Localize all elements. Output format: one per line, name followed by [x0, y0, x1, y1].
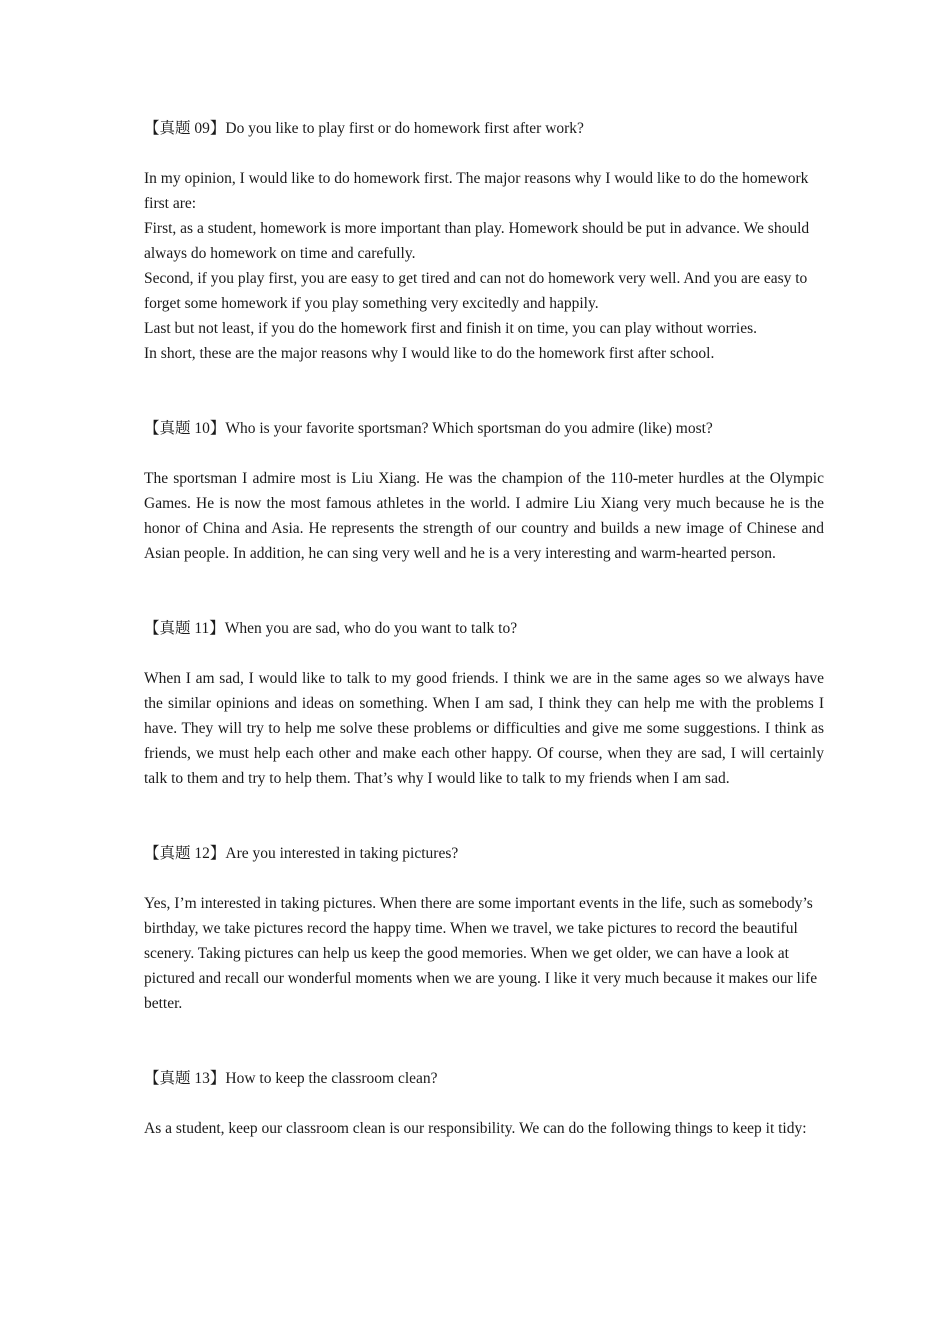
question-section-10 [144, 416, 824, 566]
answer-paragraph: When I am sad, I would like to talk to my good friends. I think we are in the same ages so we always have the similar opinions and ideas on something. When I am sad, I think they can help me with the problems I have. They will try to help me solve these problems or difficulties and give me some suggestions. I think as friends, we must help each other and make each other happy. Of course, when they are sad, I will certainly talk to them and try to help them. That’s why I would like to talk to my friends when I am sad. [144, 670, 824, 787]
question-section-12 [144, 841, 824, 1016]
question-heading: 【真题 11】When you are sad, who do you want to talk to? [144, 620, 518, 637]
answer-paragraph: Yes, I’m interested in taking pictures. When there are some important events in the life, such as somebody’s birthday, we take pictures record the happy time. When we travel, we take pictures to record the beautiful scenery. Taking pictures can help us keep the good memories. When we get older, we can have a look at pictured and recall our wonderful moments when we are young. I like it very much because it makes our life better. [144, 895, 818, 1012]
answer-paragraph: The sportsman I admire most is Liu Xiang. He was the champion of the 110-meter hurdles at the Olympic Games. He is now the most famous athletes in the world. I admire Liu Xiang very much because he is the honor of China and Asia. He represents the strength of our country and builds a new image of Chinese and Asian people. In addition, he can sing very well and he is a very interesting and warm-hearted person. [144, 470, 824, 562]
answer-line: First, as a student, homework is more important than play. Homework should be put in advance. We should always do homework on time and carefully. [144, 220, 810, 262]
answer-line: In short, these are the major reasons why I would like to do the homework first after school. [144, 345, 715, 362]
section-spacer [144, 366, 824, 416]
question-heading: 【真题 10】Who is your favorite sportsman? Which sportsman do you admire (like) most? [144, 420, 713, 437]
answer-line: Last but not least, if you do the homework first and finish it on time, you can play without worries. [144, 320, 758, 337]
question-section-13 [144, 1066, 824, 1141]
answer-line: Second, if you play first, you are easy to get tired and can not do homework very well. And you are easy to forget some homework if you play something very excitedly and happily. [144, 270, 808, 312]
question-section-11 [144, 616, 824, 791]
answer-line: In my opinion, I would like to do homework first. The major reasons why I would like to do the homework first are: [144, 170, 809, 212]
section-spacer [144, 1016, 824, 1066]
answer-paragraph: As a student, keep our classroom clean is our responsibility. We can do the following things to keep it tidy: [144, 1120, 807, 1137]
question-heading: 【真题 12】Are you interested in taking pictures? [144, 845, 459, 862]
question-heading: 【真题 13】How to keep the classroom clean? [144, 1070, 438, 1087]
question-section-09 [144, 116, 824, 366]
section-spacer [144, 791, 824, 841]
document-body [144, 116, 824, 1141]
answer-paragraph [144, 166, 824, 366]
question-heading: 【真题 09】Do you like to play first or do homework first after work? [144, 120, 584, 137]
section-spacer [144, 566, 824, 616]
